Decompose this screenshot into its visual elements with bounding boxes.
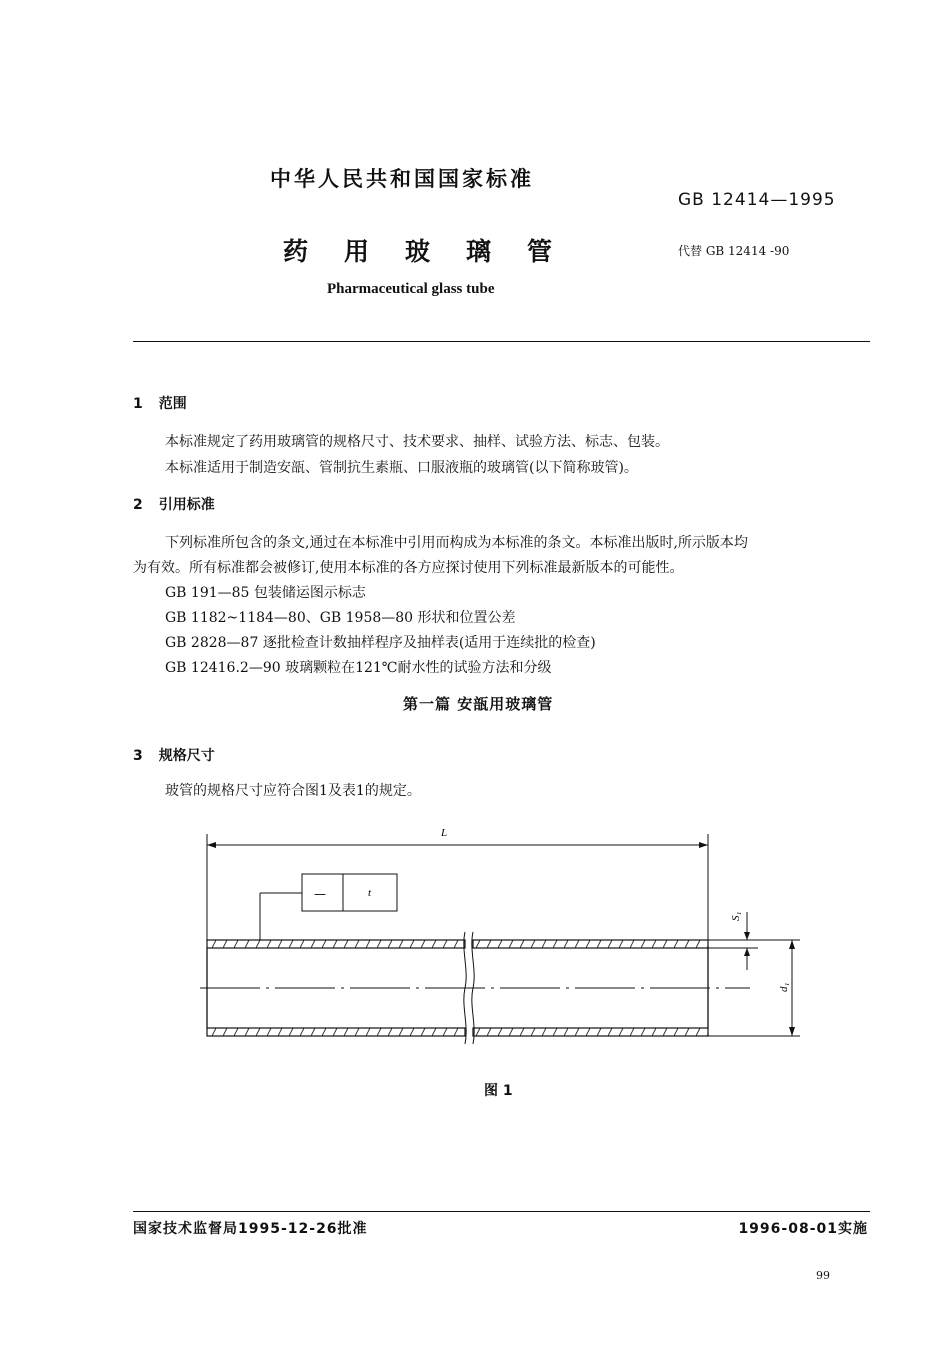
section-2-heading — [133, 494, 215, 514]
section-1-paragraph: 本标准规定了药用玻璃管的规格尺寸、技术要求、抽样、试验方法、标志、包装。 — [165, 434, 669, 450]
tube-drawing — [190, 820, 820, 1060]
wall-thickness-label: S₁ — [730, 911, 742, 921]
tolerance-symbol: — — [314, 887, 326, 901]
reference-item: GB 1182~1184—80、GB 1958—80 形状和位置公差 — [165, 610, 516, 626]
implementation-date: 1996-08-01实施 — [738, 1221, 868, 1237]
tube-wall-bottom — [207, 1028, 708, 1036]
reference-item: GB 191—85 包装储运图示标志 — [165, 585, 366, 601]
section-2-title: 引用标准 — [158, 497, 215, 513]
section-2-intro: 下列标准所包含的条文,通过在本标准中引用而构成为本标准的条文。本标准出版时,所示版本均 — [165, 535, 748, 551]
tube-wall-top — [207, 940, 708, 948]
length-label: L — [441, 827, 448, 839]
english-title: Pharmaceutical glass tube — [327, 281, 495, 297]
length-dimension — [207, 834, 708, 940]
section-1-title: 范围 — [158, 396, 187, 412]
section-3-text: 玻管的规格尺寸应符合图1及表1的规定。 — [165, 783, 421, 799]
diameter-label: d₁ — [778, 982, 790, 992]
section-1-paragraph: 本标准适用于制造安瓿、管制抗生素瓶、口服液瓶的玻璃管(以下简称玻管)。 — [165, 460, 638, 476]
reference-item: GB 12416.2—90 玻璃颗粒在121℃耐水性的试验方法和分级 — [165, 660, 552, 676]
section-3-title: 规格尺寸 — [158, 748, 215, 764]
replaces-note: 代替 GB 12414 -90 — [678, 244, 790, 258]
standard-title: 药用玻璃管 — [283, 237, 589, 266]
reference-item: GB 2828—87 逐批检查计数抽样程序及抽样表(适用于连续批的检查) — [165, 635, 596, 651]
page-number: 99 — [816, 1269, 830, 1282]
section-2-intro: 为有效。所有标准都会被修订,使用本标准的各方应探讨使用下列标准最新版本的可能性。 — [133, 560, 684, 576]
figure-caption: 图 1 — [484, 1083, 513, 1099]
footer-divider — [133, 1211, 870, 1212]
section-3-heading — [133, 745, 215, 765]
section-1-number: 1 — [133, 396, 143, 412]
approval-note: 国家技术监督局1995-12-26批准 — [133, 1221, 368, 1237]
section-1-heading — [133, 393, 187, 413]
tolerance-value: t — [368, 887, 372, 899]
header-divider — [133, 341, 870, 342]
section-3-number: 3 — [133, 748, 143, 764]
standard-code: GB 12414—1995 — [678, 190, 836, 210]
part-1-title: 第一篇 安瓿用玻璃管 — [403, 695, 554, 713]
section-2-number: 2 — [133, 497, 143, 513]
figure-1 — [190, 820, 820, 1060]
tolerance-frame — [260, 874, 397, 940]
national-standard-title: 中华人民共和国国家标准 — [270, 167, 534, 191]
